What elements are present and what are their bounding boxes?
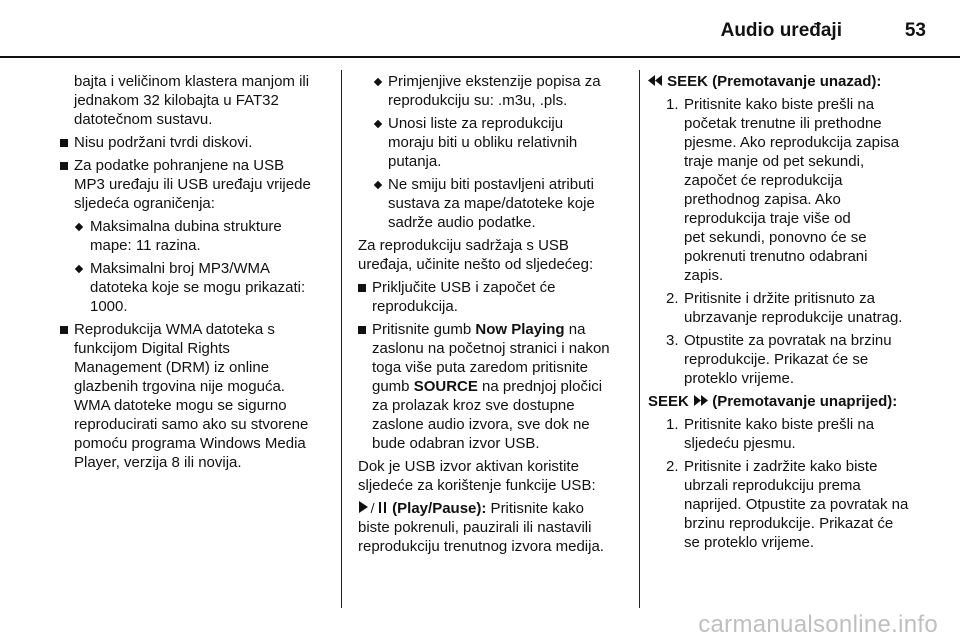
text-line: reprodukcije. Prikazat će se <box>684 351 869 368</box>
seek-forward-heading: SEEK (Premotavanje unaprijed): <box>648 393 898 410</box>
text-line: pet sekundi, ponovno će se <box>684 229 867 246</box>
numbered-step <box>648 331 928 388</box>
play-pause-icon <box>358 501 388 513</box>
text-line: datoteka koje se mogu prikazati: <box>90 279 306 296</box>
text-line: mape: 11 razina. <box>90 237 201 254</box>
text-line: jednakom 32 kilobajta u FAT32 <box>74 92 279 109</box>
text-line: prethodnog zapisa. Ako <box>684 191 841 208</box>
text-line: sljedeća ograničenja: <box>74 195 215 212</box>
text-line: reprodukciju trenutnog izvora medija. <box>358 538 604 555</box>
text-line: pokrenuti trenutno odabrani <box>684 248 868 265</box>
header-rule <box>0 56 960 58</box>
text-line: proteklo vrijeme. <box>684 370 795 387</box>
text-line: sadrže audio podatke. <box>388 214 536 231</box>
numbered-step <box>648 415 928 453</box>
column-2 <box>358 72 630 560</box>
page-title: Audio uređaji <box>720 20 842 41</box>
subbullet-system-attributes <box>358 175 630 232</box>
text-line: datotečnom sustavu. <box>74 111 213 128</box>
text-line: toga više puta zaredom pritisnite <box>372 359 588 376</box>
seek-back-steps <box>648 95 928 388</box>
step-number: 3. <box>666 332 679 349</box>
text-line: Za podatke pohranjene na USB <box>74 157 285 174</box>
text-line: reproducirati samo ako su stvorene <box>74 416 309 433</box>
fast-forward-icon <box>693 395 708 406</box>
subbullet-relative-paths <box>358 114 630 171</box>
text-line: biste pokrenuli, pauzirali ili nastavili <box>358 519 592 536</box>
square-bullet-icon <box>358 326 366 334</box>
diamond-bullet-icon <box>374 78 382 86</box>
text-line: 1000. <box>90 298 128 315</box>
diamond-bullet-icon <box>75 223 83 231</box>
diamond-bullet-icon <box>374 181 382 189</box>
step-number: 2. <box>666 290 679 307</box>
rewind-icon <box>648 75 663 86</box>
text-line: glazbenih trgovina nije moguća. <box>74 378 285 395</box>
svg-text:/: / <box>370 501 375 513</box>
diamond-bullet-icon <box>374 120 382 128</box>
continued-paragraph <box>62 72 332 129</box>
text-line: Za reprodukciju sadržaja s USB <box>358 237 569 254</box>
text-line: putanja. <box>388 153 442 170</box>
column-1 <box>62 72 332 476</box>
text-line: Reprodukcija WMA datoteka s <box>74 321 275 338</box>
text-line: Priključite USB i započet će <box>372 279 556 296</box>
text-line: zaslonu na početnoj stranici i nakon <box>372 340 610 357</box>
text-line: sljedeće za korištenje funkcije USB: <box>358 477 596 494</box>
text-line: sljedeću pjesmu. <box>684 435 796 452</box>
bullet-wma-drm <box>62 320 332 472</box>
text-line: se proteklo vrijeme. <box>684 534 815 551</box>
numbered-step <box>648 457 928 552</box>
now-playing-label: Now Playing <box>475 321 565 338</box>
page-number: 53 <box>904 20 926 41</box>
text-line: ubrzavanje reprodukcije unatrag. <box>684 309 903 326</box>
text-line: Maksimalni broj MP3/WMA <box>90 260 271 277</box>
text-line: Pritisnite i držite pritisnuto za <box>684 290 875 307</box>
usb-playback-intro <box>358 236 630 274</box>
seek-back-heading: SEEK (Premotavanje unazad): <box>648 72 928 91</box>
seek-forward-steps <box>648 415 928 552</box>
text-line: traje manje od pet sekundi, <box>684 153 865 170</box>
subbullet-playlist-extensions <box>358 72 630 110</box>
subbullet-folder-depth <box>62 217 332 255</box>
text-line: Pritisnite kako biste prešli na <box>684 416 875 433</box>
text-line: WMA datoteke mogu se sigurno <box>74 397 287 414</box>
text-line: Dok je USB izvor aktivan koristite <box>358 458 579 475</box>
text-line: sustava za mape/datoteke koje <box>388 195 595 212</box>
play-pause-paragraph: / (Play/Pause): Pritisnite kako biste pokrenuli, pauzirali ili nastavili reprodukciju trenutnog izvora medija. <box>358 499 630 556</box>
text-line: pjesme. Ako reprodukcija zapisa <box>684 134 900 151</box>
text-line: moraju biti u obliku relativnih <box>388 134 578 151</box>
text-line: bude odabran izvor USB. <box>372 435 540 452</box>
text-line: reprodukciju su: .m3u, .pls. <box>388 92 568 109</box>
diamond-bullet-icon <box>75 265 83 273</box>
text-line: Maksimalna dubina strukture <box>90 218 282 235</box>
text-line: Pritisnite i zadržite kako biste <box>684 458 878 475</box>
square-bullet-icon <box>60 162 68 170</box>
numbered-step <box>648 289 928 327</box>
now-playing-line-1: Pritisnite gumb Now Playing na <box>372 321 586 338</box>
text-line: MP3 uređaju ili USB uređaju vrijede <box>74 176 311 193</box>
bullet-hard-disks <box>62 133 332 152</box>
text-line: početak trenutne ili prethodne <box>684 115 882 132</box>
column-3 <box>648 72 928 556</box>
page-header <box>0 0 960 48</box>
step-number: 2. <box>666 458 679 475</box>
text-line: reprodukcija traje više od <box>684 210 851 227</box>
text-line: reprodukcija. <box>372 298 458 315</box>
text-line: Unosi liste za reprodukciju <box>388 115 564 132</box>
text-line: uređaja, učinite nešto od sljedećeg: <box>358 256 594 273</box>
text-line: funkcijom Digital Rights <box>74 340 230 357</box>
text-line: zaslone audio izvora, sve dok ne <box>372 416 590 433</box>
step-number: 1. <box>666 96 679 113</box>
text-line: Otpustite za povratak na brzinu <box>684 332 892 349</box>
square-bullet-icon <box>60 326 68 334</box>
text-line: pomoću programa Windows Media <box>74 435 306 452</box>
text-line: zapis. <box>684 267 724 284</box>
column-divider-1 <box>341 70 342 608</box>
play-pause-label: (Play/Pause): <box>392 500 487 517</box>
subbullet-max-files <box>62 259 332 316</box>
text-line: bajta i veličinom klastera manjom ili <box>74 73 310 90</box>
bullet-now-playing <box>358 320 630 453</box>
text-line: započet će reprodukcija <box>684 172 843 189</box>
text-line: brzinu reprodukcije. Prikazat će <box>684 515 894 532</box>
text-line: Nisu podržani tvrdi diskovi. <box>74 134 253 151</box>
text-line: Ne smiju biti postavljeni atributi <box>388 176 594 193</box>
source-label: SOURCE <box>413 378 478 395</box>
usb-active-paragraph <box>358 457 630 495</box>
text-line: Pritisnite kako biste prešli na <box>684 96 875 113</box>
text-line: Player, verzija 8 ili novija. <box>74 454 242 471</box>
text-line: ubrzali reprodukciju prema <box>684 477 861 494</box>
text-line: naprijed. Otpustite za povratak na <box>684 496 909 513</box>
text-line: Management (DRM) iz online <box>74 359 270 376</box>
bullet-usb-restrictions <box>62 156 332 213</box>
square-bullet-icon <box>60 139 68 147</box>
text-line: Primjenjive ekstenzije popisa za <box>388 73 601 90</box>
square-bullet-icon <box>358 284 366 292</box>
watermark: carmanualsonline.info <box>698 611 938 638</box>
numbered-step <box>648 95 928 285</box>
text-line: za prolazak kroz sve dostupne <box>372 397 575 414</box>
step-number: 1. <box>666 416 679 433</box>
column-divider-2 <box>639 70 640 608</box>
source-line: gumb SOURCE na prednjoj pločici <box>372 378 603 395</box>
bullet-connect-usb <box>358 278 630 316</box>
